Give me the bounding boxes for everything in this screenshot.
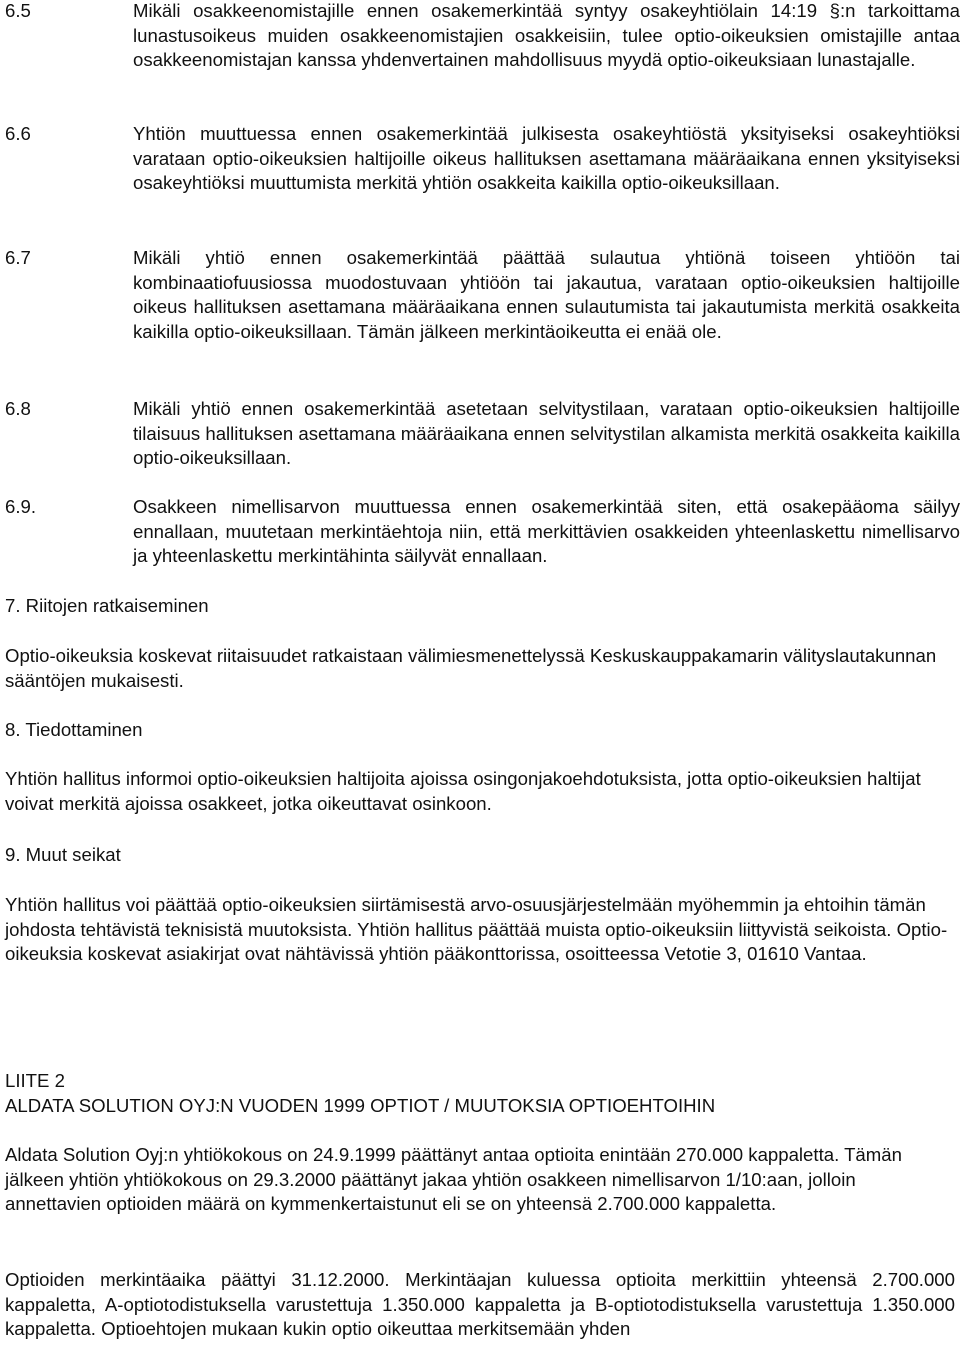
clause-6-8 bbox=[5, 397, 960, 471]
section-text-7: Optio-oikeuksia koskevat riitaisuudet ratkaistaan välimiesmenettelyssä Keskuskauppakamarin välityslautakunnan sääntöjen mukaisesti. bbox=[5, 645, 937, 691]
section-heading-9: 9. Muut seikat bbox=[5, 844, 121, 865]
clause-6-9 bbox=[5, 495, 960, 569]
clause-6-7 bbox=[5, 246, 960, 344]
clause-number: 6.6 bbox=[5, 123, 31, 144]
clause-number: 6.5 bbox=[5, 0, 31, 21]
clause-number: 6.9. bbox=[5, 496, 37, 517]
section-text-9: Yhtiön hallitus voi päättää optio-oikeuksien siirtämisestä arvo-osuusjärjestelmään myöhemmin ja ehtoihin tämän johdosta tehtävistä teknisistä muutoksista. Yhtiön hallitus päättää muista optio-oikeuksiin liittyvistä seikoista. Optio-oikeuksia koskevat asiakirjat ovat nähtävissä yhtiön pääkonttorissa, osoitteessa Vetotie 3, 01610 Vantaa. bbox=[5, 894, 948, 965]
clause-6-5 bbox=[5, 0, 960, 73]
clause-6-6 bbox=[5, 122, 960, 196]
clause-text: Mikäli osakkeenomistajille ennen osakemerkintää syntyy osakeyhtiölain 14:19 §:n tarkoittama lunastusoikeus muiden osakkeenomistajien osakkeisiin, tulee optio-oikeuksien omistajille antaa osakkeenomistajan kanssa yhdenvertainen mahdollisuus myydä optio-oikeuksiaan lunastajalle. bbox=[133, 0, 960, 71]
clause-text: Yhtiön muuttuessa ennen osakemerkintää julkisesta osakeyhtiöstä yksityiseksi osakeyhtiöksi varataan optio-oikeuksien haltijoille oikeus hallituksen asettamana määräaikana ennen yksityiseksi osakeyhtiöksi muuttumista merkitä yhtiön osakkeita kaikilla optio-oikeuksillaan. bbox=[133, 123, 960, 194]
clause-text: Mikäli yhtiö ennen osakemerkintää asetetaan selvitystilaan, varataan optio-oikeuksien haltijoille tilaisuus hallituksen asettamana määräaikana ennen selvitystilan alkamista merkitä osakkeita kaikilla optio-oikeuksillaan. bbox=[133, 398, 960, 469]
section-heading-7: 7. Riitojen ratkaiseminen bbox=[5, 595, 209, 616]
section-text-8: Yhtiön hallitus informoi optio-oikeuksien haltijoita ajoissa osingonjakoehdotuksista, jotta optio-oikeuksien haltijat voivat merkitä ajoissa osakkeet, jotka oikeuttavat osinkoon. bbox=[5, 768, 921, 814]
appendix-title: ALDATA SOLUTION OYJ:N VUODEN 1999 OPTIOT / MUUTOKSIA OPTIOEHTOIHIN bbox=[5, 1095, 716, 1116]
clause-number: 6.8 bbox=[5, 398, 31, 419]
clause-text: Mikäli yhtiö ennen osakemerkintää päättää sulautua yhtiönä toiseen yhtiöön tai kombinaatiofuusiossa muodostuvaan yhtiöön tai jakautua, varataan optio-oikeuksien haltijoille oikeus hallituksen asettamana määräaikana ennen sulautumista tai jakautumista merkitä osakkeita kaikilla optio-oikeuksillaan. Tämän jälkeen merkintäoikeutta ei enää ole. bbox=[133, 247, 960, 342]
clause-number: 6.7 bbox=[5, 247, 31, 268]
appendix-paragraph: Optioiden merkintäaika päättyi 31.12.2000. Merkintäajan kuluessa optioita merkittiin yhteensä 2.700.000 kappaletta, A-optiotodistuksella varustettuja 1.350.000 kappaletta ja B-optiotodistuksella varustettuja 1.350.000 kappaletta. Optioehtojen mukaan kukin optio oikeuttaa merkitsemään yhden bbox=[5, 1269, 955, 1340]
section-heading-8: 8. Tiedottaminen bbox=[5, 719, 143, 740]
appendix-paragraph: Aldata Solution Oyj:n yhtiökokous on 24.9.1999 päättänyt antaa optioita enintään 270.000 kappaletta. Tämän jälkeen yhtiön yhtiökokous on 29.3.2000 päättänyt jakaa yhtiön osakkeen nimellisarvon 1/10:aan, jolloin annettavien optioiden määrä on kymmenkertaistunut eli se on yhteensä 2.700.000 kappaletta. bbox=[5, 1144, 902, 1215]
appendix-label: LIITE 2 bbox=[5, 1070, 65, 1091]
clause-text: Osakkeen nimellisarvon muuttuessa ennen osakemerkintää siten, että osakepääoma säilyy ennallaan, muutetaan merkintäehtoja niin, että merkittävien osakkeiden yhteenlaskettu nimellisarvo ja yhteenlaskettu merkintähinta säilyvät ennallaan. bbox=[133, 496, 960, 567]
